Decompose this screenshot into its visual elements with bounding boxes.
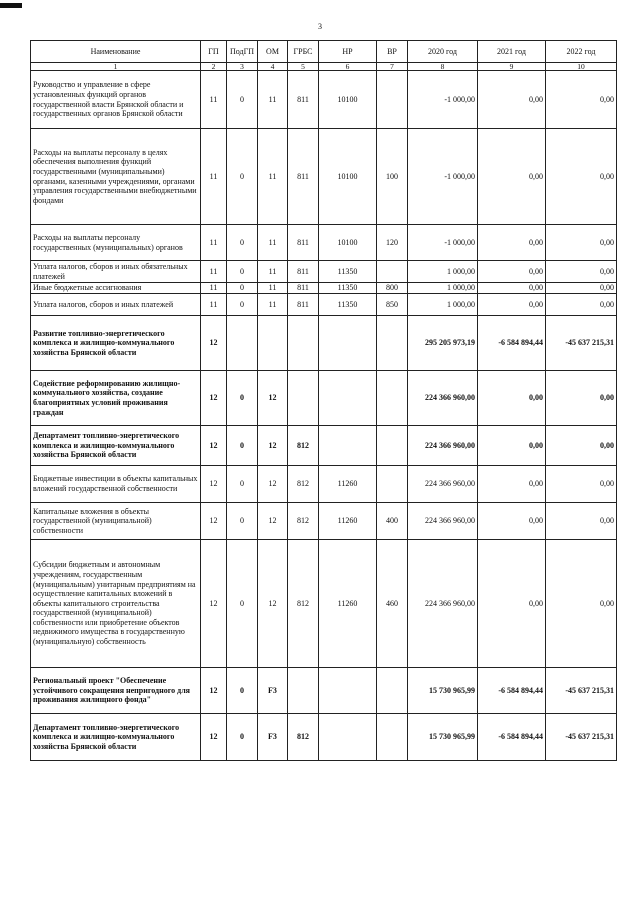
code-cell: 11260 bbox=[319, 540, 377, 668]
table-row bbox=[31, 371, 617, 426]
code-cell: 12 bbox=[258, 371, 288, 426]
column-header: 2022 год bbox=[546, 41, 617, 63]
code-cell bbox=[227, 316, 258, 371]
amount-cell: -6 584 894,44 bbox=[478, 668, 546, 714]
code-cell: 11 bbox=[201, 71, 227, 129]
code-cell: 100 bbox=[377, 129, 408, 225]
code-cell bbox=[377, 466, 408, 503]
amount-cell: 0,00 bbox=[478, 503, 546, 540]
amount-cell: -45 637 215,31 bbox=[546, 714, 617, 761]
row-name-cell: Бюджетные инвестиции в объекты капитальных вложений государственной собственности bbox=[31, 466, 201, 503]
code-cell: 812 bbox=[288, 426, 319, 466]
column-number: 2 bbox=[201, 63, 227, 71]
code-cell: 0 bbox=[227, 540, 258, 668]
column-number: 8 bbox=[408, 63, 478, 71]
code-cell bbox=[377, 371, 408, 426]
amount-cell: 224 366 960,00 bbox=[408, 426, 478, 466]
code-cell: 12 bbox=[201, 503, 227, 540]
code-cell: 0 bbox=[227, 466, 258, 503]
amount-cell: 0,00 bbox=[478, 225, 546, 261]
column-header: 2020 год bbox=[408, 41, 478, 63]
code-cell: 120 bbox=[377, 225, 408, 261]
code-cell: F3 bbox=[258, 668, 288, 714]
code-cell: 11 bbox=[201, 294, 227, 316]
amount-cell: 224 366 960,00 bbox=[408, 466, 478, 503]
code-cell: 12 bbox=[201, 714, 227, 761]
table-row bbox=[31, 316, 617, 371]
scan-corner-mark bbox=[0, 3, 22, 8]
amount-cell: 0,00 bbox=[478, 71, 546, 129]
column-header: ГРБС bbox=[288, 41, 319, 63]
header-row bbox=[31, 41, 617, 63]
table-row bbox=[31, 540, 617, 668]
code-cell bbox=[288, 371, 319, 426]
code-cell: 11 bbox=[201, 261, 227, 283]
code-cell: F3 bbox=[258, 714, 288, 761]
code-cell: 11 bbox=[258, 283, 288, 294]
page-number: 3 bbox=[318, 22, 322, 31]
code-cell: 12 bbox=[201, 316, 227, 371]
code-cell: 0 bbox=[227, 261, 258, 283]
amount-cell: 0,00 bbox=[546, 503, 617, 540]
amount-cell: 0,00 bbox=[478, 283, 546, 294]
code-cell: 811 bbox=[288, 261, 319, 283]
amount-cell: 0,00 bbox=[546, 283, 617, 294]
table-row bbox=[31, 714, 617, 761]
column-number: 6 bbox=[319, 63, 377, 71]
amount-cell: 0,00 bbox=[546, 129, 617, 225]
amount-cell: -1 000,00 bbox=[408, 225, 478, 261]
column-number: 5 bbox=[288, 63, 319, 71]
column-header: ПодГП bbox=[227, 41, 258, 63]
code-cell: 811 bbox=[288, 294, 319, 316]
amount-cell: 0,00 bbox=[478, 540, 546, 668]
table-row bbox=[31, 225, 617, 261]
amount-cell: 1 000,00 bbox=[408, 261, 478, 283]
amount-cell: 0,00 bbox=[478, 426, 546, 466]
code-cell: 811 bbox=[288, 129, 319, 225]
column-number: 1 bbox=[31, 63, 201, 71]
code-cell: 0 bbox=[227, 503, 258, 540]
code-cell: 0 bbox=[227, 371, 258, 426]
column-header: НР bbox=[319, 41, 377, 63]
column-header: ОМ bbox=[258, 41, 288, 63]
code-cell: 12 bbox=[258, 503, 288, 540]
amount-cell: 224 366 960,00 bbox=[408, 371, 478, 426]
code-cell: 10100 bbox=[319, 225, 377, 261]
amount-cell: 0,00 bbox=[546, 71, 617, 129]
code-cell bbox=[258, 316, 288, 371]
code-cell: 850 bbox=[377, 294, 408, 316]
code-cell: 12 bbox=[258, 540, 288, 668]
code-cell bbox=[377, 714, 408, 761]
column-number: 4 bbox=[258, 63, 288, 71]
column-header: Наименование bbox=[31, 41, 201, 63]
code-cell: 812 bbox=[288, 503, 319, 540]
table-row bbox=[31, 261, 617, 283]
amount-cell: 224 366 960,00 bbox=[408, 503, 478, 540]
amount-cell: 1 000,00 bbox=[408, 283, 478, 294]
table-row bbox=[31, 668, 617, 714]
code-cell: 12 bbox=[201, 426, 227, 466]
code-cell: 12 bbox=[258, 426, 288, 466]
amount-cell: 0,00 bbox=[478, 129, 546, 225]
row-name-cell: Департамент топливно-энергетического комплекса и жилищно-коммунального хозяйства Брянской области bbox=[31, 714, 201, 761]
amount-cell: 0,00 bbox=[546, 371, 617, 426]
code-cell: 12 bbox=[201, 371, 227, 426]
row-name-cell: Уплата налогов, сборов и иных обязательных платежей bbox=[31, 261, 201, 283]
table-row bbox=[31, 466, 617, 503]
amount-cell: 15 730 965,99 bbox=[408, 714, 478, 761]
row-name-cell: Уплата налогов, сборов и иных платежей bbox=[31, 294, 201, 316]
code-cell: 0 bbox=[227, 225, 258, 261]
column-number: 10 bbox=[546, 63, 617, 71]
column-header: ВР bbox=[377, 41, 408, 63]
budget-table bbox=[30, 40, 617, 761]
code-cell: 11 bbox=[201, 283, 227, 294]
column-number: 3 bbox=[227, 63, 258, 71]
amount-cell: 1 000,00 bbox=[408, 294, 478, 316]
code-cell: 10100 bbox=[319, 129, 377, 225]
table-row bbox=[31, 503, 617, 540]
code-cell: 0 bbox=[227, 294, 258, 316]
column-header: 2021 год bbox=[478, 41, 546, 63]
code-cell: 11 bbox=[258, 261, 288, 283]
code-cell bbox=[377, 261, 408, 283]
amount-cell: 0,00 bbox=[546, 426, 617, 466]
code-cell bbox=[319, 371, 377, 426]
code-cell bbox=[377, 426, 408, 466]
code-cell: 460 bbox=[377, 540, 408, 668]
amount-cell: 0,00 bbox=[478, 294, 546, 316]
code-cell: 0 bbox=[227, 129, 258, 225]
code-cell: 0 bbox=[227, 426, 258, 466]
code-cell: 800 bbox=[377, 283, 408, 294]
amount-cell: 224 366 960,00 bbox=[408, 540, 478, 668]
amount-cell: 15 730 965,99 bbox=[408, 668, 478, 714]
table-row bbox=[31, 294, 617, 316]
code-cell: 400 bbox=[377, 503, 408, 540]
code-cell bbox=[319, 714, 377, 761]
code-cell: 811 bbox=[288, 283, 319, 294]
code-cell: 812 bbox=[288, 714, 319, 761]
amount-cell: 0,00 bbox=[546, 225, 617, 261]
amount-cell: 0,00 bbox=[478, 466, 546, 503]
amount-cell: 295 205 973,19 bbox=[408, 316, 478, 371]
row-name-cell: Расходы на выплаты персоналу государственных (муниципальных) органов bbox=[31, 225, 201, 261]
row-name-cell: Департамент топливно-энергетического комплекса и жилищно-коммунального хозяйства Брянской области bbox=[31, 426, 201, 466]
code-cell: 11350 bbox=[319, 261, 377, 283]
amount-cell: 0,00 bbox=[478, 371, 546, 426]
amount-cell: 0,00 bbox=[546, 294, 617, 316]
amount-cell: -1 000,00 bbox=[408, 129, 478, 225]
amount-cell: -1 000,00 bbox=[408, 71, 478, 129]
column-number: 9 bbox=[478, 63, 546, 71]
code-cell: 12 bbox=[258, 466, 288, 503]
row-name-cell: Капитальные вложения в объекты государственной (муниципальной) собственности bbox=[31, 503, 201, 540]
amount-cell: 0,00 bbox=[546, 540, 617, 668]
code-cell: 11350 bbox=[319, 294, 377, 316]
row-name-cell: Содействие реформированию жилищно-коммунального хозяйства, создание благоприятных условий проживания граждан bbox=[31, 371, 201, 426]
code-cell bbox=[377, 316, 408, 371]
code-cell: 0 bbox=[227, 71, 258, 129]
code-cell: 811 bbox=[288, 225, 319, 261]
table-row bbox=[31, 426, 617, 466]
code-cell: 12 bbox=[201, 466, 227, 503]
code-cell: 0 bbox=[227, 283, 258, 294]
code-cell bbox=[319, 668, 377, 714]
row-name-cell: Субсидии бюджетным и автономным учреждениям, государственным (муниципальным) унитарным предприятиям на осуществление капитальных вложений в объекты капитального строительства государственной (муниципальной) собственности или приобретение объектов недвижимого имущества в государственную (муниципальную) собственность bbox=[31, 540, 201, 668]
code-cell: 11 bbox=[258, 129, 288, 225]
code-cell: 10100 bbox=[319, 71, 377, 129]
code-cell bbox=[377, 71, 408, 129]
code-cell: 11 bbox=[201, 225, 227, 261]
amount-cell: -45 637 215,31 bbox=[546, 316, 617, 371]
code-cell: 11 bbox=[258, 294, 288, 316]
table-row bbox=[31, 129, 617, 225]
code-cell: 11 bbox=[258, 225, 288, 261]
amount-cell: -6 584 894,44 bbox=[478, 316, 546, 371]
code-cell: 0 bbox=[227, 668, 258, 714]
code-cell: 12 bbox=[201, 540, 227, 668]
amount-cell: -6 584 894,44 bbox=[478, 714, 546, 761]
table-row bbox=[31, 283, 617, 294]
amount-cell: 0,00 bbox=[546, 466, 617, 503]
code-cell: 11260 bbox=[319, 466, 377, 503]
code-cell: 11 bbox=[201, 129, 227, 225]
row-name-cell: Региональный проект "Обеспечение устойчивого сокращения непригодного для проживания жилищного фонда" bbox=[31, 668, 201, 714]
code-cell bbox=[288, 668, 319, 714]
code-cell bbox=[319, 316, 377, 371]
amount-cell: 0,00 bbox=[546, 261, 617, 283]
row-name-cell: Руководство и управление в сфере установленных функций органов государственной власти Брянской области и государственных органов Брянской области bbox=[31, 71, 201, 129]
code-cell bbox=[377, 668, 408, 714]
code-cell: 11350 bbox=[319, 283, 377, 294]
row-name-cell: Иные бюджетные ассигнования bbox=[31, 283, 201, 294]
code-cell: 0 bbox=[227, 714, 258, 761]
table-row bbox=[31, 71, 617, 129]
code-cell: 812 bbox=[288, 466, 319, 503]
code-cell: 11 bbox=[258, 71, 288, 129]
column-number-row bbox=[31, 63, 617, 71]
row-name-cell: Расходы на выплаты персоналу в целях обеспечения выполнения функций государственными (муниципальными) органами, казенными учреждениями, органами управления государственными внебюджетными фондами bbox=[31, 129, 201, 225]
column-number: 7 bbox=[377, 63, 408, 71]
code-cell: 12 bbox=[201, 668, 227, 714]
code-cell: 11260 bbox=[319, 503, 377, 540]
code-cell: 812 bbox=[288, 540, 319, 668]
code-cell bbox=[288, 316, 319, 371]
column-header: ГП bbox=[201, 41, 227, 63]
row-name-cell: Развитие топливно-энергетического комплекса и жилищно-коммунального хозяйства Брянской области bbox=[31, 316, 201, 371]
code-cell bbox=[319, 426, 377, 466]
amount-cell: -45 637 215,31 bbox=[546, 668, 617, 714]
code-cell: 811 bbox=[288, 71, 319, 129]
amount-cell: 0,00 bbox=[478, 261, 546, 283]
